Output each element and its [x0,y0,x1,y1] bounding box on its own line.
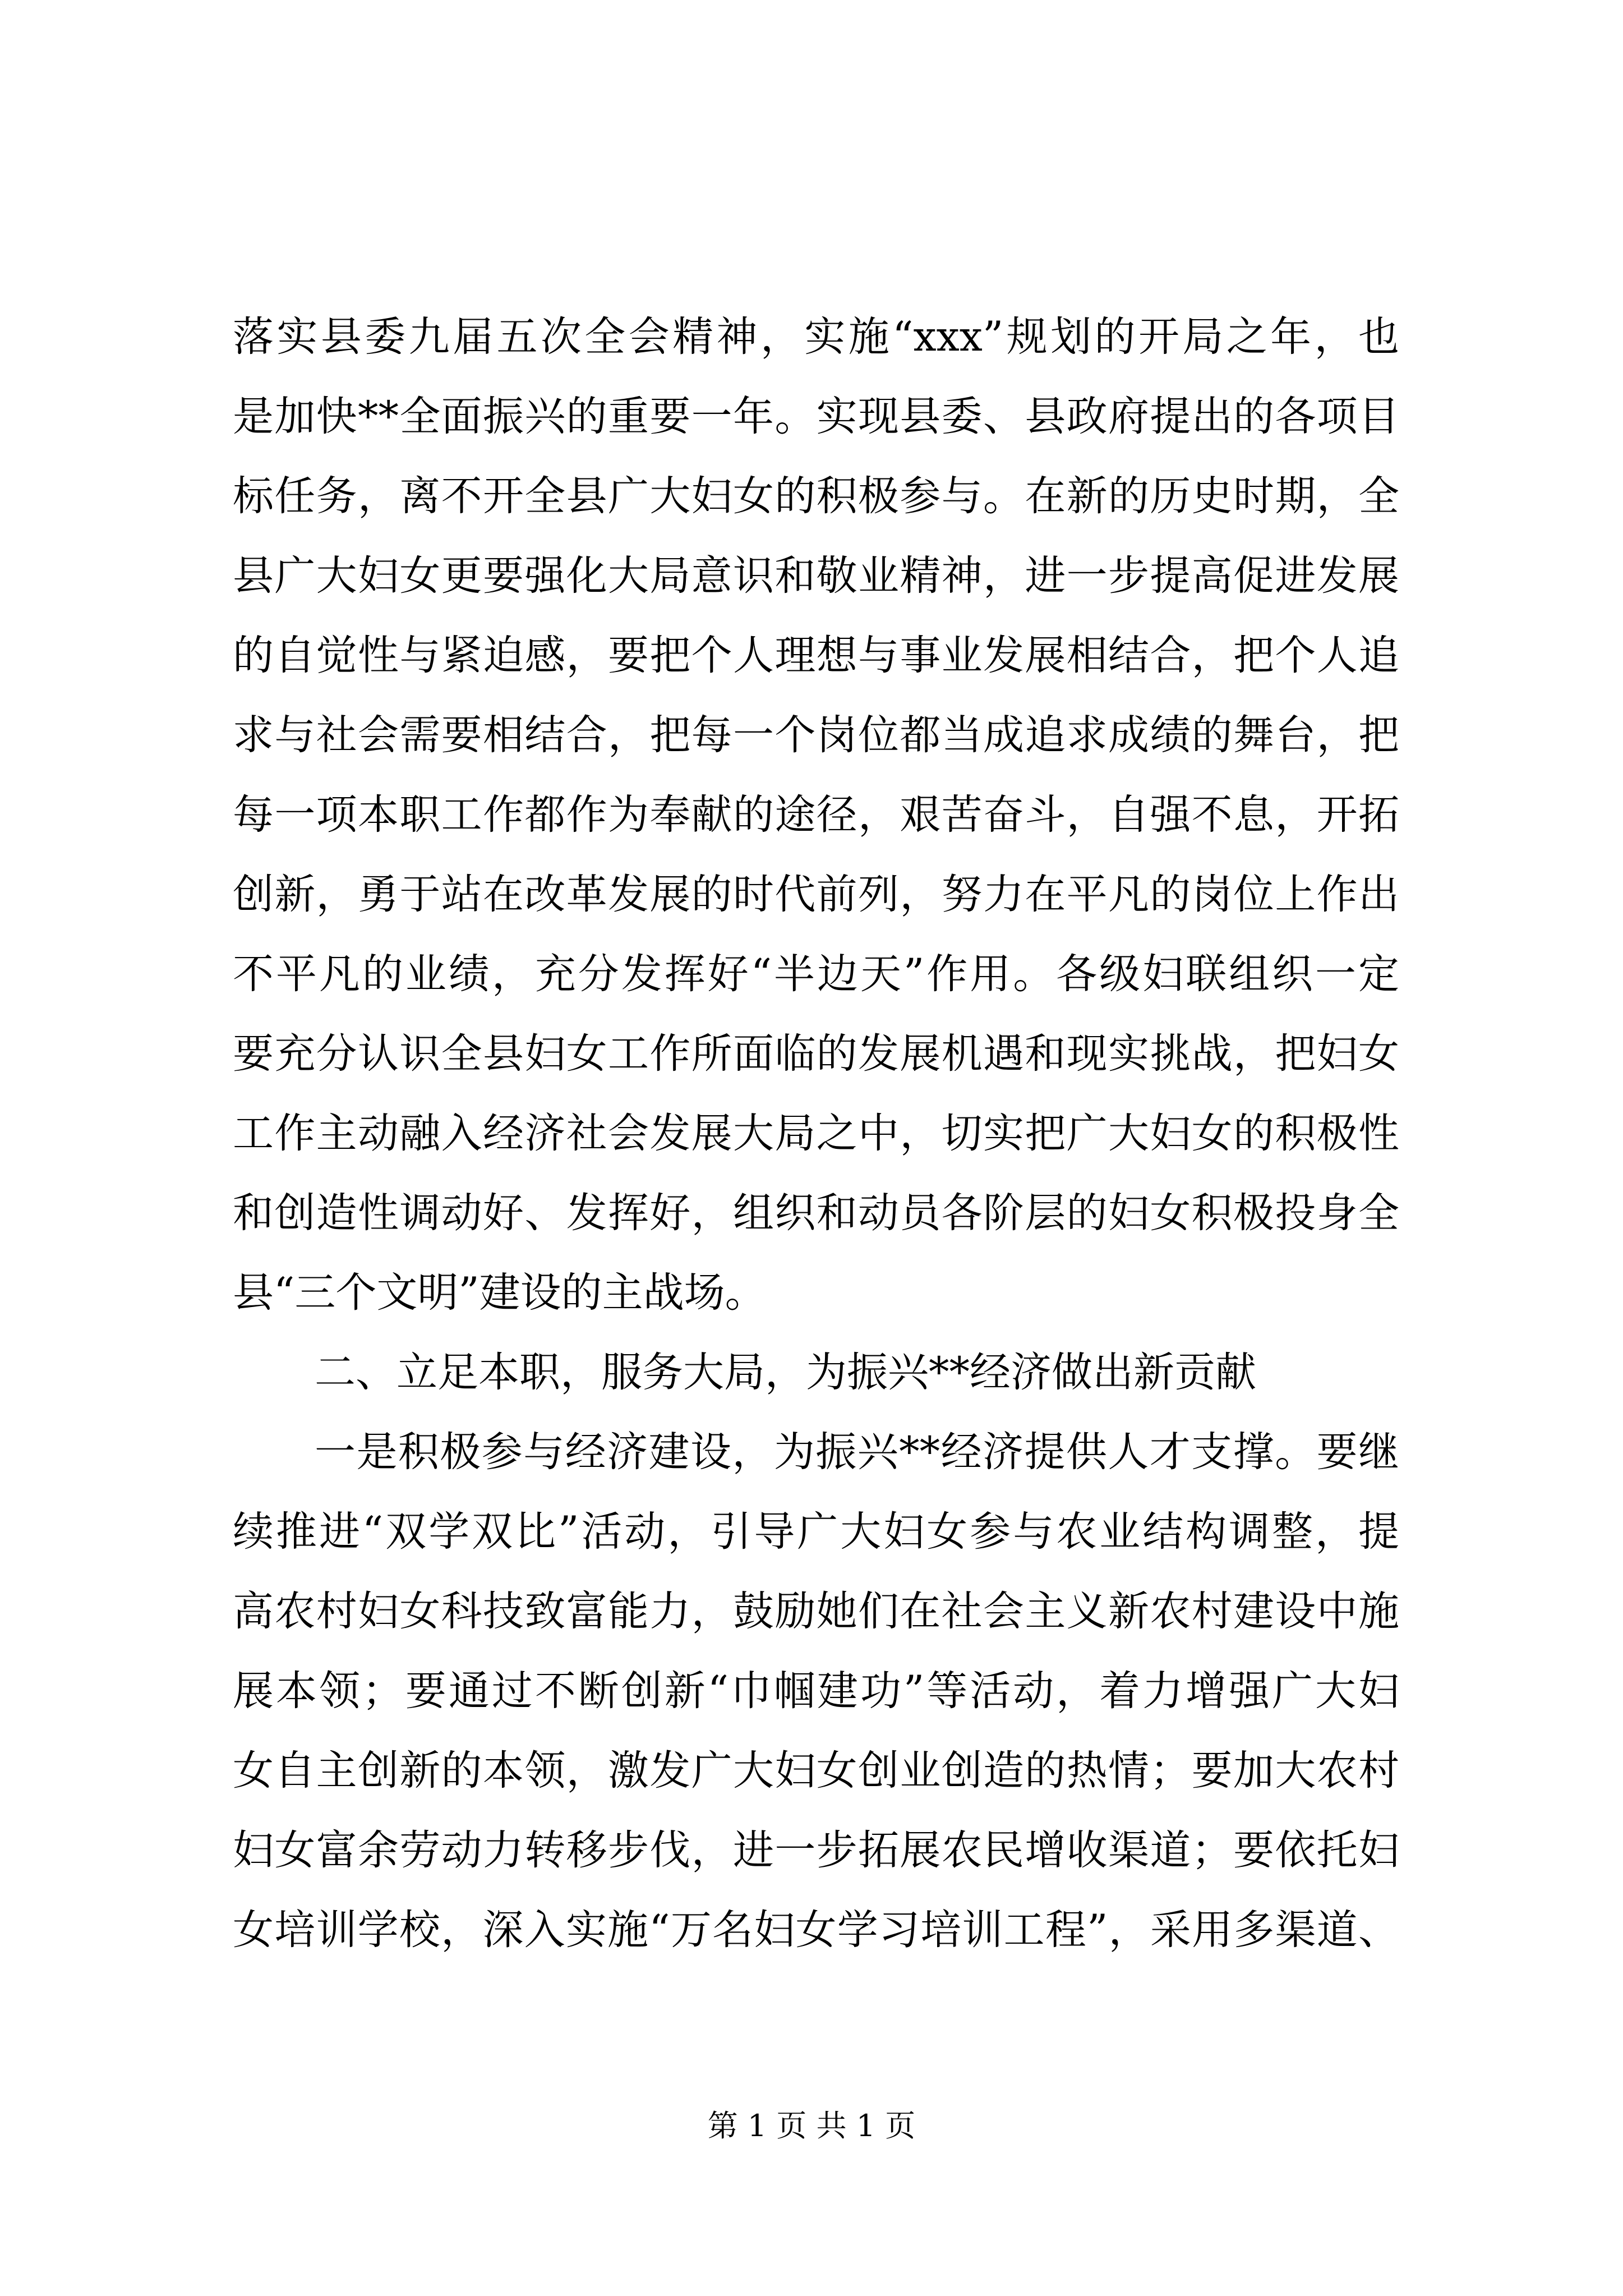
text-line: 县广大妇女更要强化大局意识和敬业精神，进一步提高促进发展 [233,552,1399,600]
document-body [233,297,1399,1970]
text-line: 标任务，离不开全县广大妇女的积极参与。在新的历史时期，全 [233,472,1399,520]
page-footer [0,2106,1623,2146]
text-line: 的自觉性与紧迫感，要把个人理想与事业发展相结合，把个人追 [233,632,1399,679]
text-line: 妇女富余劳动力转移步伐，进一步拓展农民增收渠道；要依托妇 [233,1826,1399,1874]
text-line: 要充分认识全县妇女工作所面临的发展机遇和现实挑战，把妇女 [233,1030,1399,1078]
text-line: 女培训学校，深入实施“万名妇女学习培训工程”，采用多渠道、 [233,1906,1399,1954]
text-line: 创新，勇于站在改革发展的时代前列，努力在平凡的岗位上作出 [233,871,1399,918]
text-line: 落实县委九届五次全会精神，实施“xxx”规划的开局之年，也 [233,313,1399,361]
text-line: 求与社会需要相结合，把每一个岗位都当成追求成绩的舞台，把 [233,711,1399,759]
text-line: 县“三个文明”建设的主战场。 [233,1269,766,1317]
text-line: 和创造性调动好、发挥好，组织和动员各阶层的妇女积极投身全 [233,1189,1399,1237]
text-line: 女自主创新的本领，激发广大妇女创业创造的热情；要加大农村 [233,1747,1399,1795]
page-number-label: 第 1 页 共 1 页 [707,2108,916,2143]
text-line: 工作主动融入经济社会发展大局之中，切实把广大妇女的积极性 [233,1110,1399,1157]
text-line: 是加快**全面振兴的重要一年。实现县委、县政府提出的各项目 [233,393,1399,440]
text-line: 高农村妇女科技致富能力，鼓励她们在社会主义新农村建设中施 [233,1588,1399,1635]
text-line: 续推进“双学双比”活动，引导广大妇女参与农业结构调整，提 [233,1508,1399,1556]
text-line: 一是积极参与经济建设，为振兴**经济提供人才支撑。要继 [315,1428,1399,1476]
text-line: 不平凡的业绩，充分发挥好“半边天”作用。各级妇联组织一定 [233,950,1399,998]
section-heading: 二、立足本职，服务大局，为振兴**经济做出新贡献 [315,1349,1256,1396]
text-line: 每一项本职工作都作为奉献的途径，艰苦奋斗，自强不息，开拓 [233,791,1399,839]
text-line: 展本领；要通过不断创新“巾帼建功”等活动，着力增强广大妇 [233,1667,1399,1715]
